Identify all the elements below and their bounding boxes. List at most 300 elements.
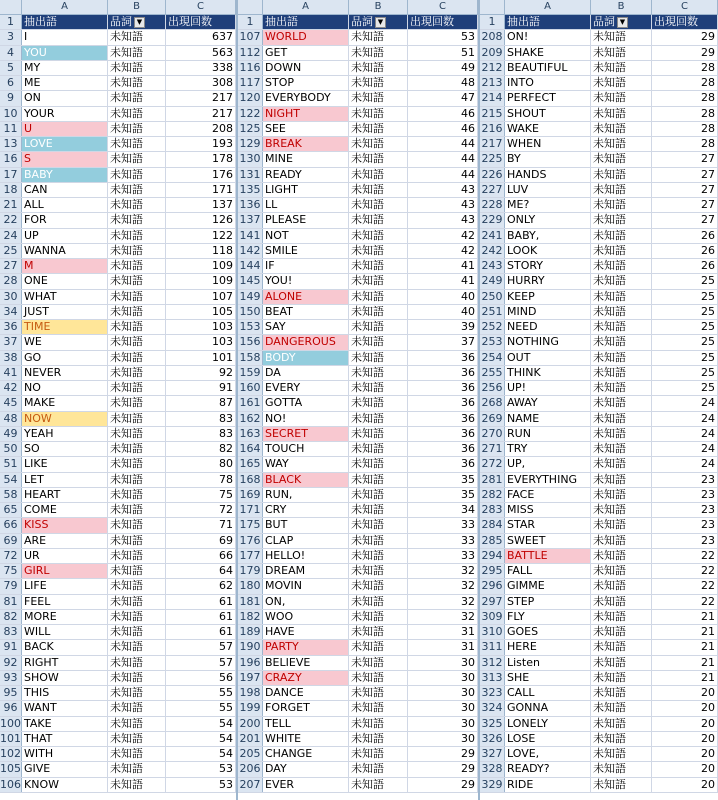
cell-word[interactable]: THINK (505, 366, 591, 380)
cell-count[interactable]: 25 (652, 274, 718, 288)
cell-pos[interactable]: 未知語 (591, 168, 652, 182)
cell-word[interactable]: LIKE (22, 457, 108, 471)
cell-count[interactable]: 27 (652, 213, 718, 227)
header-word[interactable]: 抽出語 (22, 15, 108, 29)
row-number[interactable]: 294 (480, 549, 505, 563)
cell-count[interactable]: 40 (408, 290, 478, 304)
cell-pos[interactable]: 未知語 (108, 290, 166, 304)
column-header-c[interactable]: C (652, 0, 718, 14)
cell-pos[interactable]: 未知語 (108, 61, 166, 75)
row-number[interactable]: 122 (238, 107, 263, 121)
column-header-b[interactable]: B (349, 0, 408, 14)
cell-pos[interactable]: 未知語 (108, 335, 166, 349)
cell-pos[interactable]: 未知語 (591, 488, 652, 502)
cell-pos[interactable]: 未知語 (108, 762, 166, 776)
cell-pos[interactable]: 未知語 (108, 259, 166, 273)
row-number[interactable]: 72 (0, 549, 22, 563)
cell-count[interactable]: 43 (408, 213, 478, 227)
cell-count[interactable]: 36 (408, 396, 478, 410)
row-number[interactable]: 169 (238, 488, 263, 502)
cell-pos[interactable]: 未知語 (108, 412, 166, 426)
cell-pos[interactable]: 未知語 (591, 747, 652, 761)
cell-word[interactable]: MOVIN (263, 579, 349, 593)
cell-pos[interactable]: 未知語 (591, 152, 652, 166)
row-number[interactable]: 200 (238, 717, 263, 731)
row-number[interactable]: 69 (0, 534, 22, 548)
cell-count[interactable]: 82 (166, 442, 236, 456)
cell-word[interactable]: GONNA (505, 701, 591, 715)
row-number[interactable]: 311 (480, 640, 505, 654)
cell-pos[interactable]: 未知語 (591, 259, 652, 273)
cell-word[interactable]: PERFECT (505, 91, 591, 105)
cell-word[interactable]: BODY (263, 351, 349, 365)
row-number[interactable]: 309 (480, 610, 505, 624)
cell-pos[interactable]: 未知語 (349, 290, 408, 304)
cell-pos[interactable]: 未知語 (108, 274, 166, 288)
row-number[interactable]: 159 (238, 366, 263, 380)
cell-count[interactable]: 22 (652, 549, 718, 563)
cell-pos[interactable]: 未知語 (108, 671, 166, 685)
row-number[interactable]: 4 (0, 46, 22, 60)
cell-word[interactable]: KISS (22, 518, 108, 532)
row-number[interactable]: 11 (0, 122, 22, 136)
cell-pos[interactable]: 未知語 (108, 747, 166, 761)
row-number[interactable]: 205 (238, 747, 263, 761)
column-header-c[interactable]: C (408, 0, 478, 14)
cell-pos[interactable]: 未知語 (591, 107, 652, 121)
row-number[interactable]: 145 (238, 274, 263, 288)
row-number[interactable]: 45 (0, 396, 22, 410)
cell-word[interactable]: WHEN (505, 137, 591, 151)
cell-pos[interactable]: 未知語 (108, 91, 166, 105)
cell-pos[interactable]: 未知語 (591, 76, 652, 90)
cell-count[interactable]: 208 (166, 122, 236, 136)
row-number[interactable]: 13 (0, 137, 22, 151)
row-number[interactable]: 65 (0, 503, 22, 517)
cell-pos[interactable]: 未知語 (591, 122, 652, 136)
cell-pos[interactable]: 未知語 (591, 656, 652, 670)
cell-count[interactable]: 21 (652, 640, 718, 654)
cell-word[interactable]: SO (22, 442, 108, 456)
row-number[interactable]: 162 (238, 412, 263, 426)
row-number[interactable]: 156 (238, 335, 263, 349)
cell-pos[interactable]: 未知語 (349, 183, 408, 197)
cell-pos[interactable]: 未知語 (349, 732, 408, 746)
cell-count[interactable]: 56 (166, 671, 236, 685)
cell-word[interactable]: WAKE (505, 122, 591, 136)
row-number[interactable]: 75 (0, 564, 22, 578)
cell-pos[interactable]: 未知語 (349, 198, 408, 212)
cell-count[interactable]: 44 (408, 152, 478, 166)
cell-count[interactable]: 53 (166, 762, 236, 776)
cell-count[interactable]: 35 (408, 473, 478, 487)
cell-word[interactable]: SWEET (505, 534, 591, 548)
cell-count[interactable]: 61 (166, 625, 236, 639)
cell-count[interactable]: 32 (408, 564, 478, 578)
cell-count[interactable]: 31 (408, 625, 478, 639)
cell-word[interactable]: HERE (505, 640, 591, 654)
cell-pos[interactable]: 未知語 (591, 335, 652, 349)
cell-word[interactable]: CRY (263, 503, 349, 517)
cell-word[interactable]: BEAT (263, 305, 349, 319)
cell-pos[interactable]: 未知語 (108, 579, 166, 593)
cell-word[interactable]: JUST (22, 305, 108, 319)
row-number[interactable]: 329 (480, 778, 505, 792)
cell-word[interactable]: NOW (22, 412, 108, 426)
cell-word[interactable]: CLAP (263, 534, 349, 548)
cell-pos[interactable]: 未知語 (349, 671, 408, 685)
header-word[interactable]: 抽出語 (505, 15, 591, 29)
cell-count[interactable]: 20 (652, 732, 718, 746)
row-number[interactable]: 176 (238, 534, 263, 548)
row-number[interactable]: 27 (0, 259, 22, 273)
cell-count[interactable]: 41 (408, 259, 478, 273)
cell-count[interactable]: 21 (652, 656, 718, 670)
row-number[interactable]: 199 (238, 701, 263, 715)
cell-pos[interactable]: 未知語 (349, 412, 408, 426)
cell-word[interactable]: NOT (263, 229, 349, 243)
cell-count[interactable]: 29 (652, 46, 718, 60)
cell-word[interactable]: MINE (263, 152, 349, 166)
row-number[interactable]: 241 (480, 229, 505, 243)
row-number[interactable]: 163 (238, 427, 263, 441)
cell-word[interactable]: WHAT (22, 290, 108, 304)
cell-count[interactable]: 32 (408, 610, 478, 624)
cell-pos[interactable]: 未知語 (591, 46, 652, 60)
cell-count[interactable]: 25 (652, 381, 718, 395)
cell-word[interactable]: WORLD (263, 30, 349, 44)
row-number[interactable]: 117 (238, 76, 263, 90)
cell-count[interactable]: 26 (652, 259, 718, 273)
row-number[interactable]: 22 (0, 213, 22, 227)
cell-word[interactable]: STORY (505, 259, 591, 273)
cell-pos[interactable]: 未知語 (108, 564, 166, 578)
row-number[interactable]: 136 (238, 198, 263, 212)
cell-word[interactable]: I (22, 30, 108, 44)
cell-word[interactable]: YOU (22, 46, 108, 60)
cell-pos[interactable]: 未知語 (349, 213, 408, 227)
cell-word[interactable]: CAN (22, 183, 108, 197)
cell-pos[interactable]: 未知語 (591, 274, 652, 288)
row-number[interactable]: 66 (0, 518, 22, 532)
row-number[interactable]: 112 (238, 46, 263, 60)
cell-word[interactable]: NO (22, 381, 108, 395)
cell-word[interactable]: NEVER (22, 366, 108, 380)
cell-word[interactable]: MIND (505, 305, 591, 319)
cell-count[interactable]: 25 (652, 320, 718, 334)
cell-pos[interactable]: 未知語 (108, 381, 166, 395)
row-number[interactable]: 297 (480, 595, 505, 609)
cell-count[interactable]: 563 (166, 46, 236, 60)
cell-word[interactable]: ME? (505, 198, 591, 212)
cell-pos[interactable]: 未知語 (591, 625, 652, 639)
cell-word[interactable]: TAKE (22, 717, 108, 731)
cell-pos[interactable]: 未知語 (349, 274, 408, 288)
cell-count[interactable]: 126 (166, 213, 236, 227)
row-number[interactable]: 206 (238, 762, 263, 776)
cell-count[interactable]: 20 (652, 778, 718, 792)
cell-count[interactable]: 30 (408, 671, 478, 685)
cell-count[interactable]: 109 (166, 274, 236, 288)
row-number[interactable]: 242 (480, 244, 505, 258)
cell-word[interactable]: COME (22, 503, 108, 517)
cell-pos[interactable]: 未知語 (591, 503, 652, 517)
row-number[interactable]: 201 (238, 732, 263, 746)
row-number[interactable]: 95 (0, 686, 22, 700)
cell-pos[interactable]: 未知語 (349, 168, 408, 182)
cell-count[interactable]: 23 (652, 488, 718, 502)
cell-pos[interactable]: 未知語 (591, 137, 652, 151)
cell-pos[interactable]: 未知語 (108, 488, 166, 502)
header-count[interactable]: 出現回数 (408, 15, 478, 29)
cell-word[interactable]: HURRY (505, 274, 591, 288)
cell-count[interactable]: 80 (166, 457, 236, 471)
cell-word[interactable]: DA (263, 366, 349, 380)
header-pos[interactable]: 品詞 ▼ (349, 15, 408, 29)
cell-word[interactable]: GET (263, 46, 349, 60)
row-number[interactable]: 41 (0, 366, 22, 380)
row-number[interactable]: 150 (238, 305, 263, 319)
row-number[interactable]: 217 (480, 137, 505, 151)
row-number[interactable]: 282 (480, 488, 505, 502)
cell-pos[interactable]: 未知語 (349, 244, 408, 258)
cell-pos[interactable]: 未知語 (349, 381, 408, 395)
cell-count[interactable]: 26 (652, 244, 718, 258)
header-word[interactable]: 抽出語 (263, 15, 349, 29)
cell-word[interactable]: NIGHT (263, 107, 349, 121)
cell-count[interactable]: 55 (166, 701, 236, 715)
cell-count[interactable]: 42 (408, 244, 478, 258)
row-number[interactable]: 160 (238, 381, 263, 395)
cell-pos[interactable]: 未知語 (108, 549, 166, 563)
cell-pos[interactable]: 未知語 (349, 701, 408, 715)
cell-word[interactable]: STAR (505, 518, 591, 532)
cell-pos[interactable]: 未知語 (108, 442, 166, 456)
cell-word[interactable]: THIS (22, 686, 108, 700)
cell-word[interactable]: WHITE (263, 732, 349, 746)
cell-pos[interactable]: 未知語 (591, 671, 652, 685)
cell-count[interactable]: 28 (652, 137, 718, 151)
cell-pos[interactable]: 未知語 (591, 534, 652, 548)
row-number[interactable]: 270 (480, 427, 505, 441)
cell-pos[interactable]: 未知語 (349, 122, 408, 136)
cell-count[interactable]: 47 (408, 91, 478, 105)
row-number[interactable]: 10 (0, 107, 22, 121)
cell-count[interactable]: 24 (652, 442, 718, 456)
row-number[interactable]: 36 (0, 320, 22, 334)
cell-pos[interactable]: 未知語 (349, 518, 408, 532)
cell-pos[interactable]: 未知語 (108, 351, 166, 365)
row-number[interactable]: 229 (480, 213, 505, 227)
cell-pos[interactable]: 未知語 (349, 534, 408, 548)
cell-count[interactable]: 28 (652, 76, 718, 90)
row-number[interactable]: 216 (480, 122, 505, 136)
cell-word[interactable]: MORE (22, 610, 108, 624)
cell-count[interactable]: 54 (166, 747, 236, 761)
cell-word[interactable]: NO! (263, 412, 349, 426)
cell-pos[interactable]: 未知語 (108, 503, 166, 517)
cell-count[interactable]: 33 (408, 534, 478, 548)
cell-count[interactable]: 24 (652, 396, 718, 410)
cell-pos[interactable]: 未知語 (591, 457, 652, 471)
cell-word[interactable]: SHAKE (505, 46, 591, 60)
cell-count[interactable]: 40 (408, 305, 478, 319)
cell-word[interactable]: ON, (263, 595, 349, 609)
row-number[interactable]: 243 (480, 259, 505, 273)
cell-count[interactable]: 30 (408, 701, 478, 715)
column-header-a[interactable]: A (22, 0, 108, 14)
row-number[interactable]: 228 (480, 198, 505, 212)
cell-pos[interactable]: 未知語 (349, 610, 408, 624)
cell-word[interactable]: SEE (263, 122, 349, 136)
cell-pos[interactable]: 未知語 (591, 320, 652, 334)
cell-pos[interactable]: 未知語 (349, 656, 408, 670)
cell-word[interactable]: KNOW (22, 778, 108, 792)
row-number[interactable]: 180 (238, 579, 263, 593)
cell-pos[interactable]: 未知語 (108, 473, 166, 487)
row-number[interactable]: 135 (238, 183, 263, 197)
cell-pos[interactable]: 未知語 (108, 595, 166, 609)
cell-pos[interactable]: 未知語 (108, 137, 166, 151)
cell-word[interactable]: STOP (263, 76, 349, 90)
row-number[interactable]: 102 (0, 747, 21, 760)
row-number[interactable]: 182 (238, 610, 263, 624)
cell-pos[interactable]: 未知語 (591, 564, 652, 578)
cell-word[interactable]: FALL (505, 564, 591, 578)
cell-word[interactable]: GIMME (505, 579, 591, 593)
cell-count[interactable]: 25 (652, 290, 718, 304)
cell-pos[interactable]: 未知語 (108, 656, 166, 670)
cell-pos[interactable]: 未知語 (349, 30, 408, 44)
cell-word[interactable]: WANNA (22, 244, 108, 258)
row-number[interactable]: 284 (480, 518, 505, 532)
cell-word[interactable]: ARE (22, 534, 108, 548)
row-number[interactable]: 141 (238, 229, 263, 243)
cell-pos[interactable]: 未知語 (591, 198, 652, 212)
cell-count[interactable]: 29 (408, 747, 478, 761)
cell-word[interactable]: CRAZY (263, 671, 349, 685)
filter-dropdown-icon[interactable]: ▼ (617, 17, 628, 28)
cell-word[interactable]: LOSE (505, 732, 591, 746)
cell-pos[interactable]: 未知語 (349, 305, 408, 319)
cell-word[interactable]: INTO (505, 76, 591, 90)
cell-word[interactable]: IF (263, 259, 349, 273)
cell-count[interactable]: 66 (166, 549, 236, 563)
cell-word[interactable]: DREAM (263, 564, 349, 578)
cell-count[interactable]: 171 (166, 183, 236, 197)
cell-count[interactable]: 25 (652, 305, 718, 319)
column-header-b[interactable]: B (591, 0, 652, 14)
cell-count[interactable]: 338 (166, 61, 236, 75)
cell-pos[interactable]: 未知語 (349, 503, 408, 517)
cell-count[interactable]: 193 (166, 137, 236, 151)
cell-count[interactable]: 22 (652, 595, 718, 609)
row-number[interactable]: 1 (238, 15, 263, 29)
cell-count[interactable]: 57 (166, 656, 236, 670)
row-number[interactable]: 227 (480, 183, 505, 197)
cell-count[interactable]: 87 (166, 396, 236, 410)
cell-word[interactable]: RUN, (263, 488, 349, 502)
row-number[interactable]: 54 (0, 473, 22, 487)
filter-dropdown-icon[interactable]: ▼ (375, 17, 386, 28)
row-number[interactable]: 100 (0, 716, 21, 730)
cell-count[interactable]: 24 (652, 427, 718, 441)
row-number[interactable]: 327 (480, 747, 505, 761)
cell-pos[interactable]: 未知語 (591, 427, 652, 441)
row-number[interactable]: 225 (480, 152, 505, 166)
cell-count[interactable]: 69 (166, 534, 236, 548)
row-number[interactable]: 313 (480, 671, 505, 685)
cell-count[interactable]: 26 (652, 229, 718, 243)
cell-pos[interactable]: 未知語 (591, 91, 652, 105)
cell-pos[interactable]: 未知語 (349, 778, 408, 792)
row-number[interactable]: 168 (238, 473, 263, 487)
cell-word[interactable]: S (22, 152, 108, 166)
column-header-a[interactable]: A (505, 0, 591, 14)
row-number[interactable]: 209 (480, 46, 505, 60)
cell-count[interactable]: 83 (166, 412, 236, 426)
cell-pos[interactable]: 未知語 (591, 442, 652, 456)
cell-word[interactable]: EVERYTHING (505, 473, 591, 487)
cell-count[interactable]: 92 (166, 366, 236, 380)
cell-count[interactable]: 21 (652, 671, 718, 685)
cell-pos[interactable]: 未知語 (108, 640, 166, 654)
cell-word[interactable]: FOR (22, 213, 108, 227)
cell-pos[interactable]: 未知語 (349, 335, 408, 349)
row-number[interactable]: 120 (238, 91, 263, 105)
cell-pos[interactable]: 未知語 (591, 366, 652, 380)
row-number[interactable]: 101 (0, 731, 21, 745)
cell-count[interactable]: 71 (166, 518, 236, 532)
header-count[interactable]: 出現回数 (652, 15, 718, 29)
cell-count[interactable]: 36 (408, 427, 478, 441)
cell-word[interactable]: M (22, 259, 108, 273)
cell-word[interactable]: WANT (22, 701, 108, 715)
cell-pos[interactable]: 未知語 (349, 107, 408, 121)
cell-pos[interactable]: 未知語 (349, 229, 408, 243)
cell-word[interactable]: RIGHT (22, 656, 108, 670)
cell-word[interactable]: UR (22, 549, 108, 563)
cell-word[interactable]: BABY, (505, 229, 591, 243)
cell-pos[interactable]: 未知語 (591, 518, 652, 532)
cell-count[interactable]: 27 (652, 198, 718, 212)
row-number[interactable]: 328 (480, 762, 505, 776)
cell-word[interactable]: ALONE (263, 290, 349, 304)
cell-word[interactable]: YEAH (22, 427, 108, 441)
cell-pos[interactable]: 未知語 (108, 76, 166, 90)
cell-word[interactable]: BY (505, 152, 591, 166)
cell-word[interactable]: DOWN (263, 61, 349, 75)
cell-count[interactable]: 64 (166, 564, 236, 578)
cell-word[interactable]: NAME (505, 412, 591, 426)
cell-word[interactable]: UP! (505, 381, 591, 395)
row-number[interactable]: 254 (480, 351, 505, 365)
cell-count[interactable]: 28 (652, 61, 718, 75)
cell-pos[interactable]: 未知語 (591, 183, 652, 197)
cell-word[interactable]: ME (22, 76, 108, 90)
row-number[interactable]: 96 (0, 701, 22, 715)
cell-count[interactable]: 105 (166, 305, 236, 319)
cell-pos[interactable]: 未知語 (349, 91, 408, 105)
cell-pos[interactable]: 未知語 (591, 30, 652, 44)
cell-count[interactable]: 637 (166, 30, 236, 44)
cell-word[interactable]: LOOK (505, 244, 591, 258)
cell-pos[interactable]: 未知語 (349, 686, 408, 700)
cell-pos[interactable]: 未知語 (349, 46, 408, 60)
row-number[interactable]: 179 (238, 564, 263, 578)
row-number[interactable]: 9 (0, 91, 22, 105)
cell-word[interactable]: LL (263, 198, 349, 212)
